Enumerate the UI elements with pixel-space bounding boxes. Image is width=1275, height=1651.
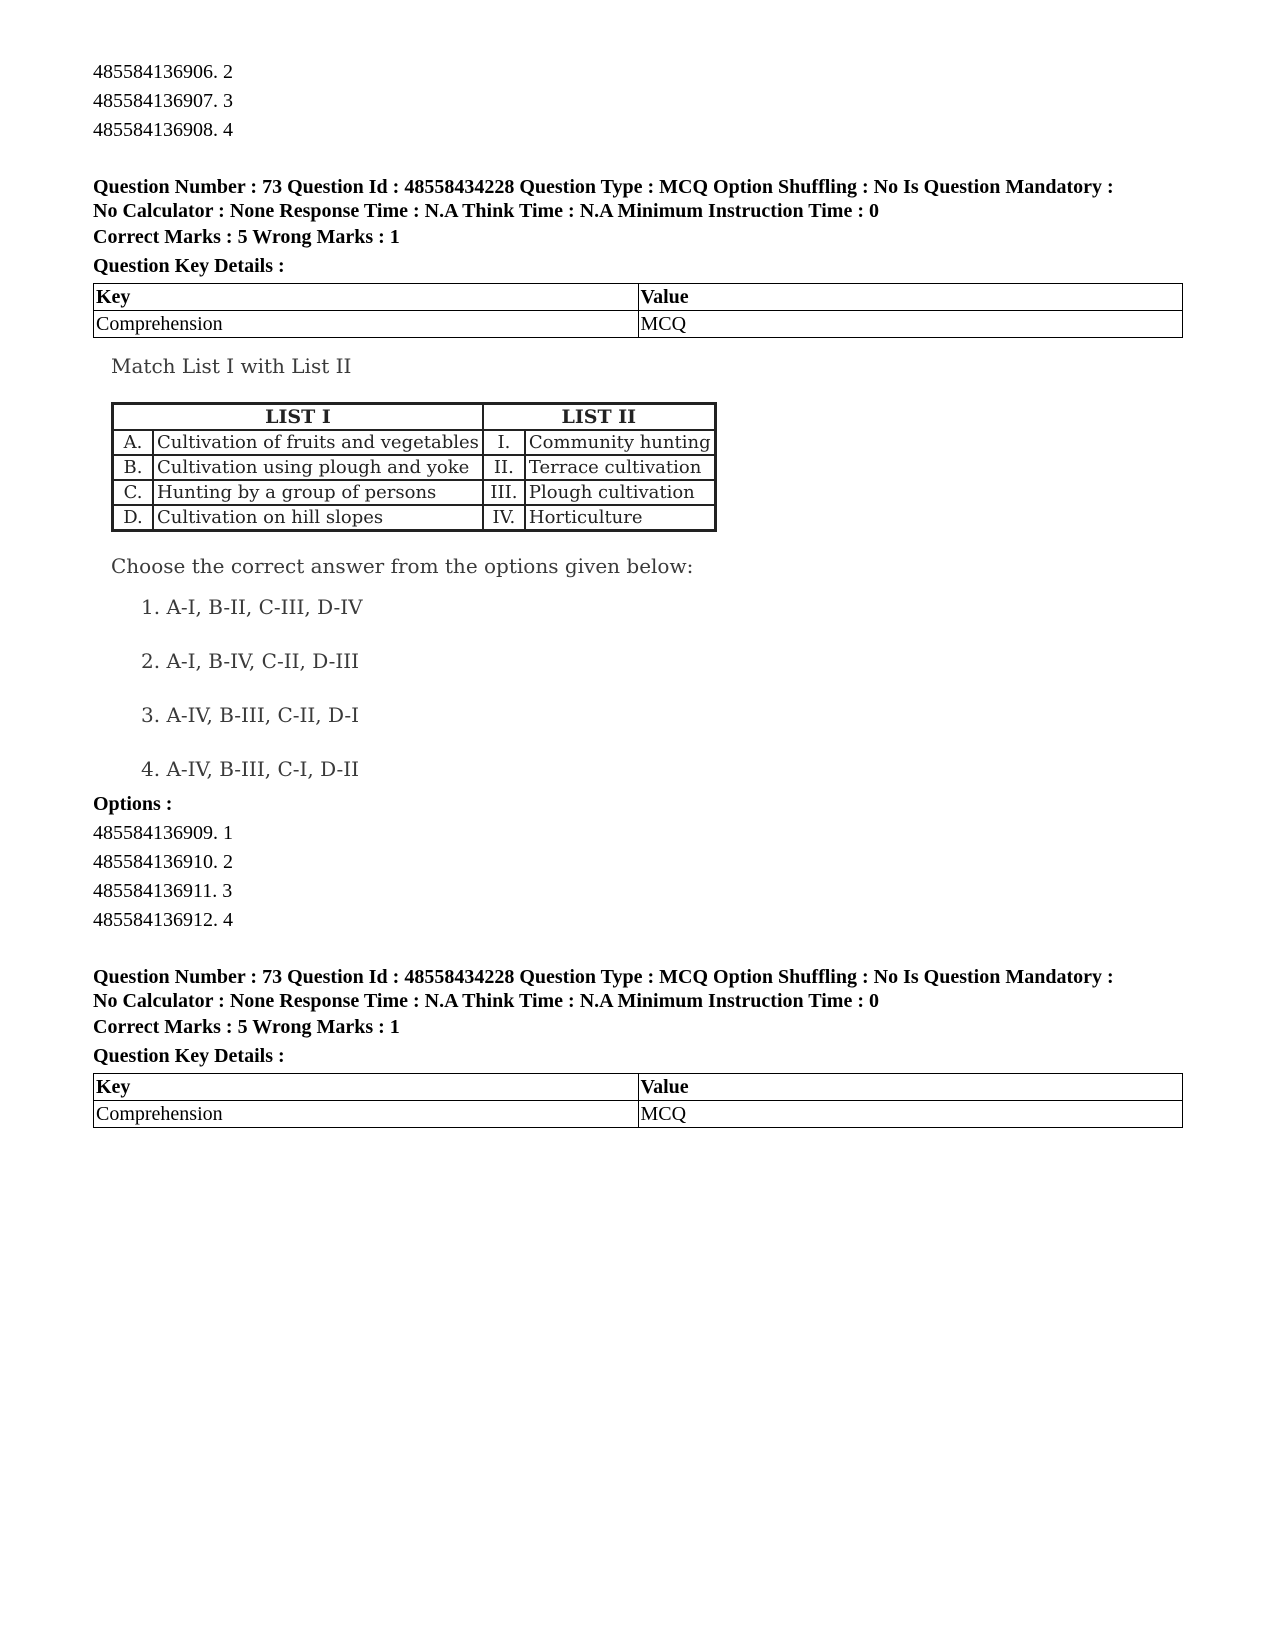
option-line: 485584136911. 3 (93, 880, 233, 902)
previous-options-list (93, 58, 1183, 145)
list2-text: Horticulture (525, 505, 715, 531)
table-row (94, 284, 1183, 311)
table-row (113, 430, 716, 455)
options-label: Options : (93, 793, 173, 815)
list1-text: Cultivation using plough and yoke (153, 455, 483, 480)
table-row (113, 455, 716, 480)
list1-label: B. (113, 455, 154, 480)
key-cell: Comprehension (94, 1101, 639, 1128)
table-row (94, 1101, 1183, 1128)
question-header-line1: Question Number : 73 Question Id : 48558434228 Question Type : MCQ Option Shuffling : No Is Question Mandatory : (93, 966, 1114, 988)
options-list (93, 790, 1183, 935)
option-line: 485584136912. 4 (93, 909, 233, 931)
key-header-cell: Key (94, 284, 639, 311)
question-header-line1: Question Number : 73 Question Id : 48558434228 Question Type : MCQ Option Shuffling : No Is Question Mandatory : (93, 176, 1114, 198)
option-line: 485584136909. 1 (93, 822, 233, 844)
list1-label: C. (113, 480, 154, 505)
marks-line: Correct Marks : 5 Wrong Marks : 1 (93, 1016, 400, 1038)
table-row (113, 505, 716, 531)
answer-choice: 1. A-I, B-II, C-III, D-IV (141, 595, 363, 619)
list2-text: Plough cultivation (525, 480, 715, 505)
match-table (111, 402, 717, 532)
question-block-2 (93, 965, 1183, 1128)
question-block-1 (93, 175, 1183, 935)
list2-text: Terrace cultivation (525, 455, 715, 480)
answer-choice: 2. A-I, B-IV, C-II, D-III (141, 649, 360, 673)
key-details-label: Question Key Details : (93, 1045, 285, 1067)
value-cell: MCQ (638, 311, 1183, 338)
answer-choice: 4. A-IV, B-III, C-I, D-II (141, 757, 360, 781)
list2-label: IV. (483, 505, 525, 531)
list1-label: A. (113, 430, 154, 455)
key-cell: Comprehension (94, 311, 639, 338)
key-header-cell: Key (94, 1074, 639, 1101)
option-line: 485584136907. 3 (93, 90, 233, 112)
table-row (113, 404, 716, 431)
list2-label: I. (483, 430, 525, 455)
key-details-table (93, 1073, 1183, 1128)
list2-text: Community hunting (525, 430, 715, 455)
key-details-table (93, 283, 1183, 338)
document-page (93, 58, 1183, 1128)
option-line: 485584136906. 2 (93, 61, 233, 83)
key-details-label: Question Key Details : (93, 255, 285, 277)
list1-text: Cultivation on hill slopes (153, 505, 483, 531)
question-header-line2: No Calculator : None Response Time : N.A Think Time : N.A Minimum Instruction Time : 0 (93, 990, 879, 1012)
list2-header: LIST II (483, 404, 715, 431)
answer-choice: 3. A-IV, B-III, C-II, D-I (141, 703, 360, 727)
value-cell: MCQ (638, 1101, 1183, 1128)
list1-label: D. (113, 505, 154, 531)
table-row (94, 1074, 1183, 1101)
value-header-cell: Value (638, 1074, 1183, 1101)
list2-label: II. (483, 455, 525, 480)
marks-line: Correct Marks : 5 Wrong Marks : 1 (93, 226, 400, 248)
question-header-line2: No Calculator : None Response Time : N.A Think Time : N.A Minimum Instruction Time : 0 (93, 200, 879, 222)
table-row (113, 480, 716, 505)
list2-label: III. (483, 480, 525, 505)
table-row (94, 311, 1183, 338)
question-content (111, 352, 1183, 782)
option-line: 485584136910. 2 (93, 851, 233, 873)
list1-header: LIST I (113, 404, 483, 431)
list1-text: Hunting by a group of persons (153, 480, 483, 505)
question-prompt: Match List I with List II (111, 354, 352, 378)
list1-text: Cultivation of fruits and vegetables (153, 430, 483, 455)
choose-instruction: Choose the correct answer from the options given below: (111, 554, 694, 578)
value-header-cell: Value (638, 284, 1183, 311)
option-line: 485584136908. 4 (93, 119, 233, 141)
